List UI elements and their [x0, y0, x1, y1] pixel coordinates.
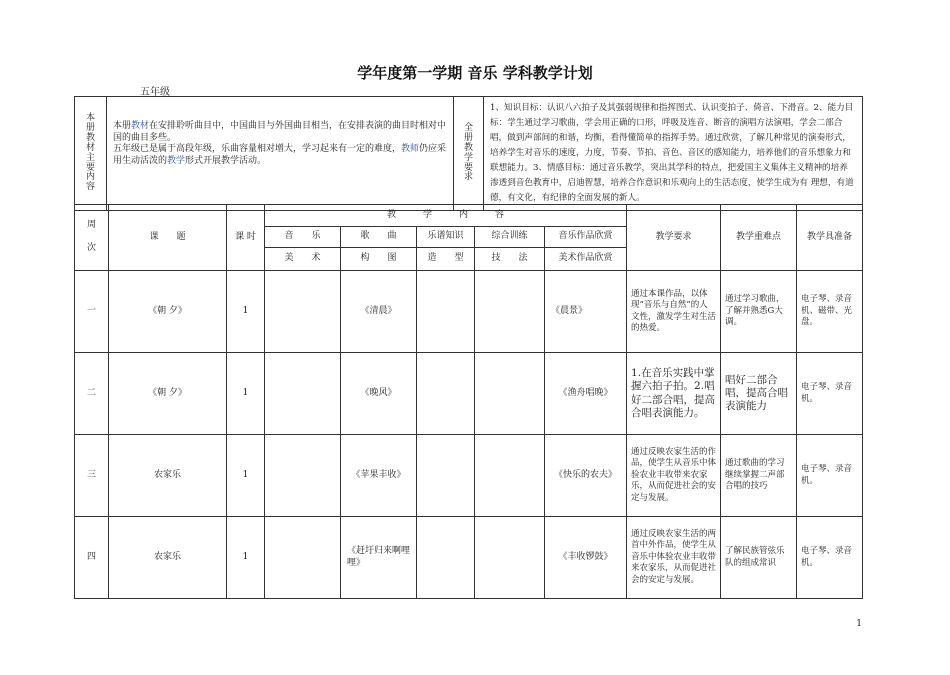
table-row — [75, 353, 863, 435]
hours-cell: 1 — [227, 353, 265, 435]
tools-cell: 电子琴、录音机、磁带、光盘。 — [797, 271, 863, 353]
week-cell: 三 — [75, 435, 109, 517]
plan-table — [74, 204, 863, 599]
vertical-header-char: 内 — [85, 172, 95, 183]
song-cell: 《赶圩归来啊哩哩》 — [341, 517, 417, 599]
notation-cell — [417, 517, 475, 599]
requirement-cell: 通过反映农家生活的作品，使学生从音乐中体验农业丰收带来农家乐，从而促进社会的安定与发展。 — [627, 435, 721, 517]
vertical-header-char: 册 — [85, 122, 95, 133]
tools-cell: 电子琴、录音机。 — [797, 435, 863, 517]
subheader-modeling: 造 型 — [417, 248, 475, 271]
book-requirements-text: 1、知识目标：认识八六拍子及其强弱规律和指挥图式、认识变拍子、倚音、下滑音。2、能力目标：学生通过学习歌曲，学会用正确的口形，呼吸及连音、断音的演唱方法演唱，学会二部合唱，做到声部间的和谐，均衡，看得懂简单的指挥手势。通过欣赏，了解几种常见的演奏形式，培养学生对音乐的速度，力度，节奏、节拍、音色、音区的感知能力，培养他们的音乐想象力和联想能力。3、情感目标：通过音乐教学，突出其学科的特点，把爱国主义集体主义精神的培养渗透到音色教育中，启迪智慧，培养合作意识和乐观向上的生活态度，使学生成为有 理想，有道德，有文化，有纪律的全面发展的新人。 — [484, 97, 863, 211]
subheader-technique: 技 法 — [475, 248, 545, 271]
textbook-content-header — [75, 97, 107, 211]
training-cell — [475, 353, 545, 435]
vertical-header-char: 主 — [85, 152, 95, 163]
subheader-music: 音 乐 — [265, 227, 341, 248]
notation-cell — [417, 435, 475, 517]
textbook-content-text: 本册教材在安排聆听曲目中，中国曲目与外国曲目相当，在安排表演的曲目时相对中国的曲目多些。 五年级已是属于高段年级，乐曲容量相对增大，学习起来有一定的难度，教师仍应采用生动活泼的教学形式开展教学活动。 — [107, 97, 454, 211]
appreciation-cell: 《晨景》 — [545, 271, 627, 353]
music-cell — [265, 517, 341, 599]
subheader-music-appreciation: 音乐作品欣赏 — [545, 227, 627, 248]
vertical-header-char: 求 — [463, 172, 473, 183]
page-number: 1 — [856, 619, 862, 629]
week-cell: 二 — [75, 353, 109, 435]
table-row — [75, 517, 863, 599]
song-cell: 《苹果丰收》 — [341, 435, 417, 517]
table-row — [75, 435, 863, 517]
training-cell — [475, 271, 545, 353]
book-requirements-header — [454, 97, 484, 211]
training-cell — [475, 517, 545, 599]
appreciation-cell: 《快乐的农夫》 — [545, 435, 627, 517]
vertical-header-char: 容 — [85, 182, 95, 193]
hours-cell: 1 — [227, 271, 265, 353]
week-cell: 一 — [75, 271, 109, 353]
lesson-cell: 农家乐 — [109, 517, 227, 599]
key-points-header: 教学重难点 — [721, 205, 797, 271]
grade-label: 五年级 — [140, 87, 170, 98]
vertical-header-char: 全 — [463, 122, 473, 133]
music-cell — [265, 271, 341, 353]
subheader-composition: 构 图 — [341, 248, 417, 271]
vertical-header-char: 学 — [463, 152, 473, 163]
appreciation-cell: 《丰收锣鼓》 — [545, 517, 627, 599]
week-cell: 四 — [75, 517, 109, 599]
tools-header: 教学具准备 — [797, 205, 863, 271]
lesson-cell: 《朝 夕》 — [109, 353, 227, 435]
song-cell: 《晚风》 — [341, 353, 417, 435]
subheader-art-appreciation: 美术作品欣赏 — [545, 248, 627, 271]
vertical-header-char: 要 — [463, 162, 473, 173]
requirements-header: 教学要求 — [627, 205, 721, 271]
notation-cell — [417, 271, 475, 353]
overview-table — [74, 96, 863, 211]
subheader-training: 综合训练 — [475, 227, 545, 248]
music-cell — [265, 435, 341, 517]
vertical-header-char: 教 — [85, 132, 95, 143]
teaching-content-header: 教 学 内 容 — [265, 205, 627, 227]
notation-cell — [417, 353, 475, 435]
appreciation-cell: 《渔舟唱晚》 — [545, 353, 627, 435]
table-row — [75, 271, 863, 353]
subheader-notation: 乐谱知识 — [417, 227, 475, 248]
tools-cell: 电子琴、录音机。 — [797, 353, 863, 435]
vertical-header-char: 册 — [463, 132, 473, 143]
key-point-cell: 唱好二部合唱，提高合唱表演能力 — [721, 353, 797, 435]
requirement-cell: 1.在音乐实践中掌握六拍子拍。2.唱好二部合唱，提高合唱表演能力。 — [627, 353, 721, 435]
hours-header: 课 时 — [227, 205, 265, 271]
hours-cell: 1 — [227, 517, 265, 599]
vertical-header-char: 要 — [85, 162, 95, 173]
tools-cell: 电子琴、录音机。 — [797, 517, 863, 599]
lesson-header: 课 题 — [109, 205, 227, 271]
vertical-header-char: 教 — [463, 142, 473, 153]
lesson-cell: 农家乐 — [109, 435, 227, 517]
key-point-cell: 通过学习歌曲，了解并熟悉G大调。 — [721, 271, 797, 353]
song-cell: 《清晨》 — [341, 271, 417, 353]
document-title: 学年度第一学期 音乐 学科教学计划 — [357, 64, 593, 82]
vertical-header-char: 本 — [85, 113, 95, 124]
training-cell — [475, 435, 545, 517]
hours-cell: 1 — [227, 435, 265, 517]
key-point-cell: 了解民族管弦乐队的组成常识 — [721, 517, 797, 599]
requirement-cell: 通过反映农家生活的两首中外作品，使学生从音乐中体验农业丰收带来农家乐，从而促进社会的安定与发展。 — [627, 517, 721, 599]
subheader-art: 美 术 — [265, 248, 341, 271]
lesson-cell: 《朝 夕》 — [109, 271, 227, 353]
subheader-song: 歌 曲 — [341, 227, 417, 248]
week-header: 周 次 — [75, 205, 109, 271]
vertical-header-char: 材 — [85, 142, 95, 153]
key-point-cell: 通过歌曲的学习继续掌握二声部合唱的技巧 — [721, 435, 797, 517]
requirement-cell: 通过本课作品，以体现“音乐与自然”的人文性，激发学生对生活的热爱。 — [627, 271, 721, 353]
music-cell — [265, 353, 341, 435]
